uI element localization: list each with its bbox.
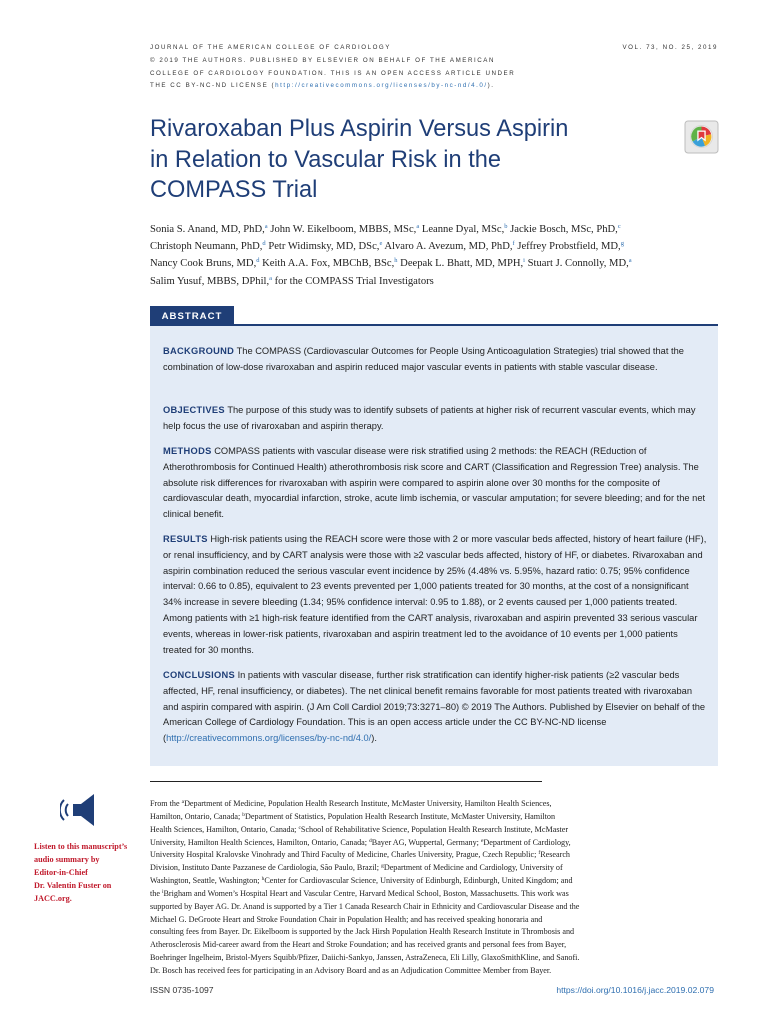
affiliation-line: consulting fees from Bayer. Dr. Eikelboom is supported by the Jack Hirsh Population Health Research Institute in Thrombosis and	[150, 927, 575, 937]
affiliation-line: Washington, Seattle, Washington; $^h$Center for Cardiovascular Science, University of Edinburgh, Edinburgh, United Kingdom; and	[150, 876, 573, 886]
author-name: Salim Yusuf, MBBS, DPhil,	[150, 275, 270, 287]
abstract-background: BACKGROUND The COMPASS (Cardiovascular Outcomes for People Using Anticoagulation Strategies) trial showed that the combination of low-dose rivaroxaban and aspirin reduced major vascular events in patients with stable vascular disease.	[163, 346, 684, 372]
affiliation-marker: g	[381, 863, 384, 870]
article-title: Rivaroxaban Plus Aspirin Versus Aspirin in Relation to Vascular Risk in the COMPASS Trial	[150, 116, 569, 203]
license-line: THE CC BY-NC-ND LICENSE (http://creativecommons.org/licenses/by-nc-nd/4.0/).	[150, 82, 495, 89]
copyright-line: COLLEGE OF CARDIOLOGY FOUNDATION. THIS IS AN OPEN ACCESS ARTICLE UNDER	[150, 69, 516, 77]
affiliation-line: supported by Bayer AG. Dr. Anand is supported by a Tier 1 Canada Research Chair in Ethnicity and Cardiovascular Disease and the	[150, 901, 580, 911]
author-name: Nancy Cook Bruns, MD,	[150, 258, 257, 270]
affiliation-marker: a	[181, 799, 185, 805]
affiliation-marker[interactable]: a	[416, 223, 420, 230]
abstract-objectives: OBJECTIVES The purpose of this study was to identify subsets of patients at higher risk of recurrent vascular events, which may help focus the use of rivaroxaban and aspirin therapy.	[163, 405, 696, 431]
affiliation-line: Atherosclerosis Mid-career award from the Heart and Stroke Foundation; and has received grants and personal fees from Bayer,	[150, 940, 567, 950]
affiliation-marker[interactable]: a	[628, 257, 632, 265]
affiliation-line: University Hospital Kralovske Vinohrady and Third Faculty of Medicine, Charles University, Prague, Czech Republic; $^f$Research	[150, 850, 570, 860]
affiliations	[150, 798, 638, 978]
affiliation-marker: e	[480, 837, 484, 844]
affiliation-marker[interactable]: d	[256, 257, 260, 265]
abstract-results: RESULTS High-risk patients using the REACH score were those with 2 or more vascular beds affected, history of heart failure (HF), or renal insufficiency, and by CART analysis were those with ≥2 vascular beds affected, history of HF, or diabetes. Rivaroxaban and aspirin combination reduced the serious vascular event incidence by 25% (4.48% vs. 5.95%, hazard ratio: 0.75; 95% confidence interval: 0.66 to 0.85), equivalent to 23 events prevented per 1,000 patients treated for 30 months, at the cost of a nonsignificant 34% increase in severe bleeding (1.34; 95% confidence interval: 0.95 to 1.88), or 2 events caused per 1,000 patients treated. Among patients with ≥1 high-risk feature identified from the CART analysis, rivaroxaban and aspirin prevented 33 serious vascular events, whereas in lower-risk patients, rivaroxaban and aspirin treatment led to the avoidance of 10 events per 1,000 patients treated for 30 months.	[163, 534, 707, 655]
author-name: Jeffrey Probstfield, MD,	[514, 241, 621, 253]
author-name: Leanne Dyal, MSc,	[419, 224, 505, 235]
affiliation-line: From the $^a$Department of Medicine, Population Health Research Institute, McMaster University, Hamilton Health Sciences,	[150, 799, 552, 808]
affiliation-marker: b	[242, 811, 246, 818]
affiliation-marker[interactable]: f	[512, 240, 515, 248]
affiliation-marker[interactable]: c	[617, 223, 621, 230]
affiliation-marker[interactable]: g	[620, 240, 624, 248]
author-name: John W. Eikelboom, MBBS, MSc,	[267, 224, 417, 235]
speaker-icon[interactable]	[60, 790, 104, 830]
author-name: Petr Widimsky, MD, DSc,	[265, 241, 380, 253]
author-list	[150, 221, 730, 290]
affiliation-marker[interactable]: a	[264, 223, 268, 230]
affiliation-marker: f	[538, 850, 541, 857]
author-name: Sonia S. Anand, MD, PhD,	[150, 224, 265, 235]
affiliation-line: Division, Instituto Dante Pazzanese de Cardiologia, São Paulo, Brazil; $^g$Department of Medicine and Cardiology, University of	[150, 863, 563, 873]
audio-summary-note[interactable]: Listen to this manuscript’s audio summary by Editor-in-Chief Dr. Valentin Fuster on JACC.org.	[34, 842, 128, 904]
affiliation-line: Health Sciences, Hamilton, Ontario, Canada; $^c$School of Rehabilitative Science, Population Health Research Institute, McMaster	[150, 824, 569, 834]
author-name: Alvaro A. Avezum, MD, PhD,	[382, 241, 513, 253]
affiliation-marker: d	[369, 837, 372, 844]
affiliation-line: Dr. Bosch has received fees for participating in an Advisory Board and as an Adjudication Committee Member from Bayer.	[150, 965, 552, 975]
journal-name: JOURNAL OF THE AMERICAN COLLEGE OF CARDIOLOGY	[150, 44, 391, 51]
abstract-conclusions: CONCLUSIONS In patients with vascular disease, further risk stratification can identify higher-risk patients (≥2 vascular beds affected, HF, renal insufficiency, or diabetes). The net clinical benefit remains favorable for most patients treated with rivaroxaban and aspirin compared with aspirin. (J Am Coll Cardiol 2019;73:3271–80) © 2019 The Authors. Published by Elsevier on behalf of the American College of Cardiology Foundation. This is an open access article under the CC BY-NC-ND license (http://creativecommons.org/licenses/by-nc-nd/4.0/).	[163, 670, 706, 744]
affiliation-line: the $^i$Brigham and Women’s Hospital Heart and Vascular Centre, Harvard Medical School, Boston, Massachusetts. This work was	[150, 888, 569, 898]
license-link[interactable]: http://creativecommons.org/licenses/by-nc-nd/4.0/	[166, 733, 372, 744]
author-name: Christoph Neumann, PhD,	[150, 241, 263, 253]
author-line	[150, 273, 730, 290]
affiliation-marker: h	[261, 876, 265, 883]
abstract-methods: METHODS COMPASS patients with vascular disease were risk stratified using 2 methods: the REACH (REduction of Atherothrombosis for Continued Health) atherothrombosis risk score and CART (Classification and Regression Tree) analysis. The absolute risk differences for rivaroxaban with aspirin were compared to aspirin alone over 30 months for the composite of cardiovascular death, myocardial infarction, stroke, acute limb ischemia, or vascular amputation; for severe bleeding; and for the net clinical benefit.	[163, 446, 706, 520]
author-name: Deepak L. Bhatt, MD, MPH,	[397, 258, 524, 270]
affiliation-marker[interactable]: b	[504, 223, 508, 230]
author-line	[150, 238, 730, 255]
crossmark-icon[interactable]	[684, 120, 719, 154]
author-line	[150, 255, 730, 272]
volume-info: VOL. 73, NO. 25, 2019	[622, 44, 718, 51]
author-name: for the COMPASS Trial Investigators	[272, 275, 434, 287]
author-name: Jackie Bosch, MSc, PhD,	[507, 224, 618, 235]
affiliation-marker: i	[161, 888, 164, 895]
license-link[interactable]: http://creativecommons.org/licenses/by-nc-nd/4.0/	[275, 82, 488, 89]
affiliation-marker[interactable]: i	[523, 257, 525, 265]
affiliation-marker[interactable]: h	[394, 257, 398, 265]
issn: ISSN 0735-1097	[150, 985, 214, 995]
footnote-separator	[150, 781, 542, 782]
affiliation-line: Michael G. DeGroote Heart and Stroke Foundation Chair in Population Health; and has received speaking honoraria and	[150, 914, 543, 924]
abstract-label: ABSTRACT	[150, 306, 234, 326]
author-name: Stuart J. Connolly, MD,	[524, 258, 629, 270]
affiliation-marker[interactable]: e	[379, 240, 383, 248]
copyright-line: © 2019 THE AUTHORS. PUBLISHED BY ELSEVIER ON BEHALF OF THE AMERICAN	[150, 57, 495, 64]
doi-link[interactable]: https://doi.org/10.1016/j.jacc.2019.02.079	[556, 985, 714, 995]
affiliation-line: Hamilton, Ontario, Canada; $^b$Department of Statistics, Population Health Research Institute, McMaster University, Hamilton	[150, 811, 556, 821]
affiliation-marker[interactable]: a	[269, 274, 272, 282]
affiliation-marker: c	[298, 824, 301, 831]
author-name: Keith A.A. Fox, MBChB, BSc,	[259, 258, 395, 270]
affiliation-line: University, Hamilton Health Sciences, Hamilton, Ontario, Canada; $^d$Bayer AG, Wuppertal, Germany; $^e$Department of Cardiology,	[150, 837, 571, 847]
affiliation-line: Boehringer Ingelheim, Bristol-Myers Squibb/Pfizer, Daiichi-Sankyo, Janssen, AstraZeneca, Eli Lilly, GlaxoSmithKline, and Sanofi.	[150, 953, 580, 963]
affiliation-marker[interactable]: d	[262, 240, 266, 248]
author-line	[150, 221, 730, 238]
